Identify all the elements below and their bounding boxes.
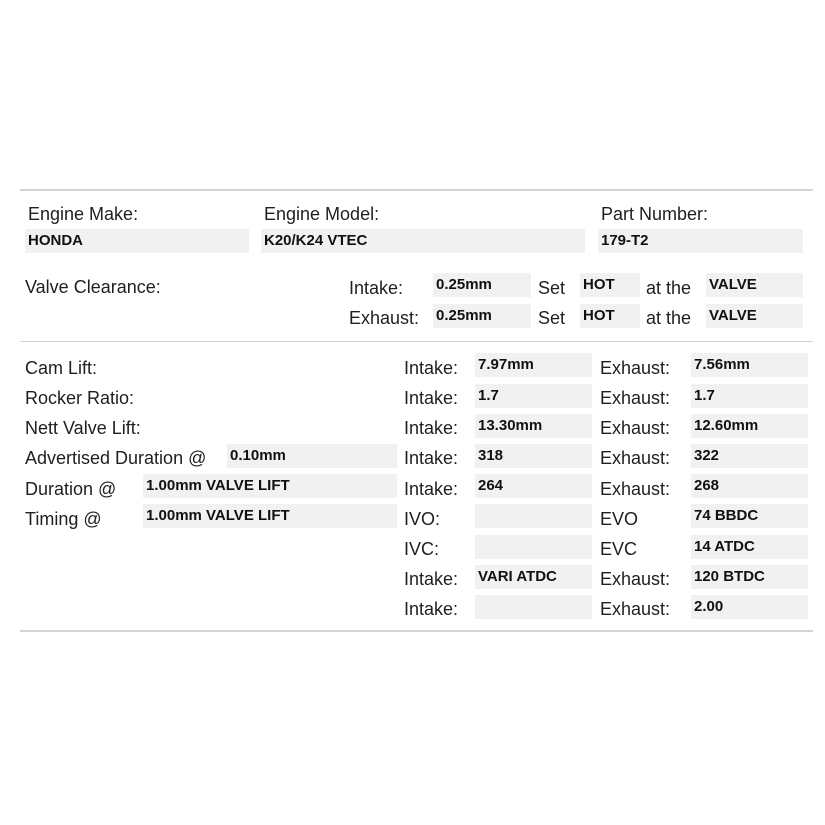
spec-right-label: EVO <box>600 509 639 529</box>
engine-make-label: Engine Make: <box>28 204 139 224</box>
spec-right-label: Exhaust: <box>600 358 671 378</box>
spec-left-value <box>475 504 592 528</box>
spec-left-value: 13.30mm <box>475 414 592 438</box>
spec-right-label: Exhaust: <box>600 448 671 468</box>
spec-left-value: 1.7 <box>475 384 592 408</box>
clearance-intake-temp: HOT <box>580 273 640 297</box>
clearance-exhaust-label: Exhaust: <box>349 308 420 328</box>
engine-model-label: Engine Model: <box>264 204 380 224</box>
engine-model-value: K20/K24 VTEC <box>261 229 585 253</box>
advertised-duration-label: Advertised Duration @ <box>25 448 207 468</box>
spec-left-label: Intake: <box>404 388 459 408</box>
rocker-ratio-label: Rocker Ratio: <box>25 388 135 408</box>
duration-value: 1.00mm VALVE LIFT <box>143 474 397 498</box>
spec-left-value <box>475 595 592 619</box>
clearance-exhaust-location: VALVE <box>706 304 803 328</box>
spec-right-value: 120 BTDC <box>691 565 808 589</box>
timing-value: 1.00mm VALVE LIFT <box>143 504 397 528</box>
spec-left-label: Intake: <box>404 599 459 619</box>
spec-right-value: 1.7 <box>691 384 808 408</box>
spec-right-label: Exhaust: <box>600 388 671 408</box>
spec-right-value: 12.60mm <box>691 414 808 438</box>
cam-lift-label: Cam Lift: <box>25 358 98 378</box>
spec-right-value: 2.00 <box>691 595 808 619</box>
clearance-exhaust-set-label: Set <box>538 308 566 328</box>
spec-left-value <box>475 535 592 559</box>
spec-right-label: Exhaust: <box>600 569 671 589</box>
spec-left-value: 7.97mm <box>475 353 592 377</box>
spec-left-value: VARI ATDC <box>475 565 592 589</box>
spec-right-label: Exhaust: <box>600 479 671 499</box>
spec-right-value: 268 <box>691 474 808 498</box>
spec-right-label: EVC <box>600 539 638 559</box>
advertised-duration-value: 0.10mm <box>227 444 397 468</box>
spec-right-value: 7.56mm <box>691 353 808 377</box>
duration-label: Duration @ <box>25 479 117 499</box>
clearance-intake-at-label: at the <box>646 278 692 298</box>
spec-right-value: 322 <box>691 444 808 468</box>
part-number-value: 179-T2 <box>598 229 803 253</box>
spec-right-value: 74 BBDC <box>691 504 808 528</box>
clearance-intake-location: VALVE <box>706 273 803 297</box>
spec-right-label: Exhaust: <box>600 599 671 619</box>
spec-left-label: IVC: <box>404 539 440 559</box>
engine-make-value: HONDA <box>25 229 249 253</box>
spec-left-label: Intake: <box>404 448 459 468</box>
spec-left-label: Intake: <box>404 358 459 378</box>
valve-clearance-label: Valve Clearance: <box>25 277 161 297</box>
spec-left-label: Intake: <box>404 479 459 499</box>
bottom-rule <box>20 630 813 632</box>
nett-valve-lift-label: Nett Valve Lift: <box>25 418 141 438</box>
part-number-label: Part Number: <box>601 204 709 224</box>
clearance-intake-label: Intake: <box>349 278 404 298</box>
spec-left-label: IVO: <box>404 509 441 529</box>
clearance-exhaust-at-label: at the <box>646 308 692 328</box>
spec-right-value: 14 ATDC <box>691 535 808 559</box>
clearance-exhaust-temp: HOT <box>580 304 640 328</box>
timing-label: Timing @ <box>25 509 102 529</box>
clearance-exhaust-value: 0.25mm <box>433 304 531 328</box>
spec-left-label: Intake: <box>404 569 459 589</box>
spec-left-value: 318 <box>475 444 592 468</box>
middle-rule <box>20 341 813 342</box>
clearance-intake-value: 0.25mm <box>433 273 531 297</box>
clearance-intake-set-label: Set <box>538 278 566 298</box>
top-rule <box>20 189 813 191</box>
spec-right-label: Exhaust: <box>600 418 671 438</box>
spec-left-value: 264 <box>475 474 592 498</box>
spec-left-label: Intake: <box>404 418 459 438</box>
